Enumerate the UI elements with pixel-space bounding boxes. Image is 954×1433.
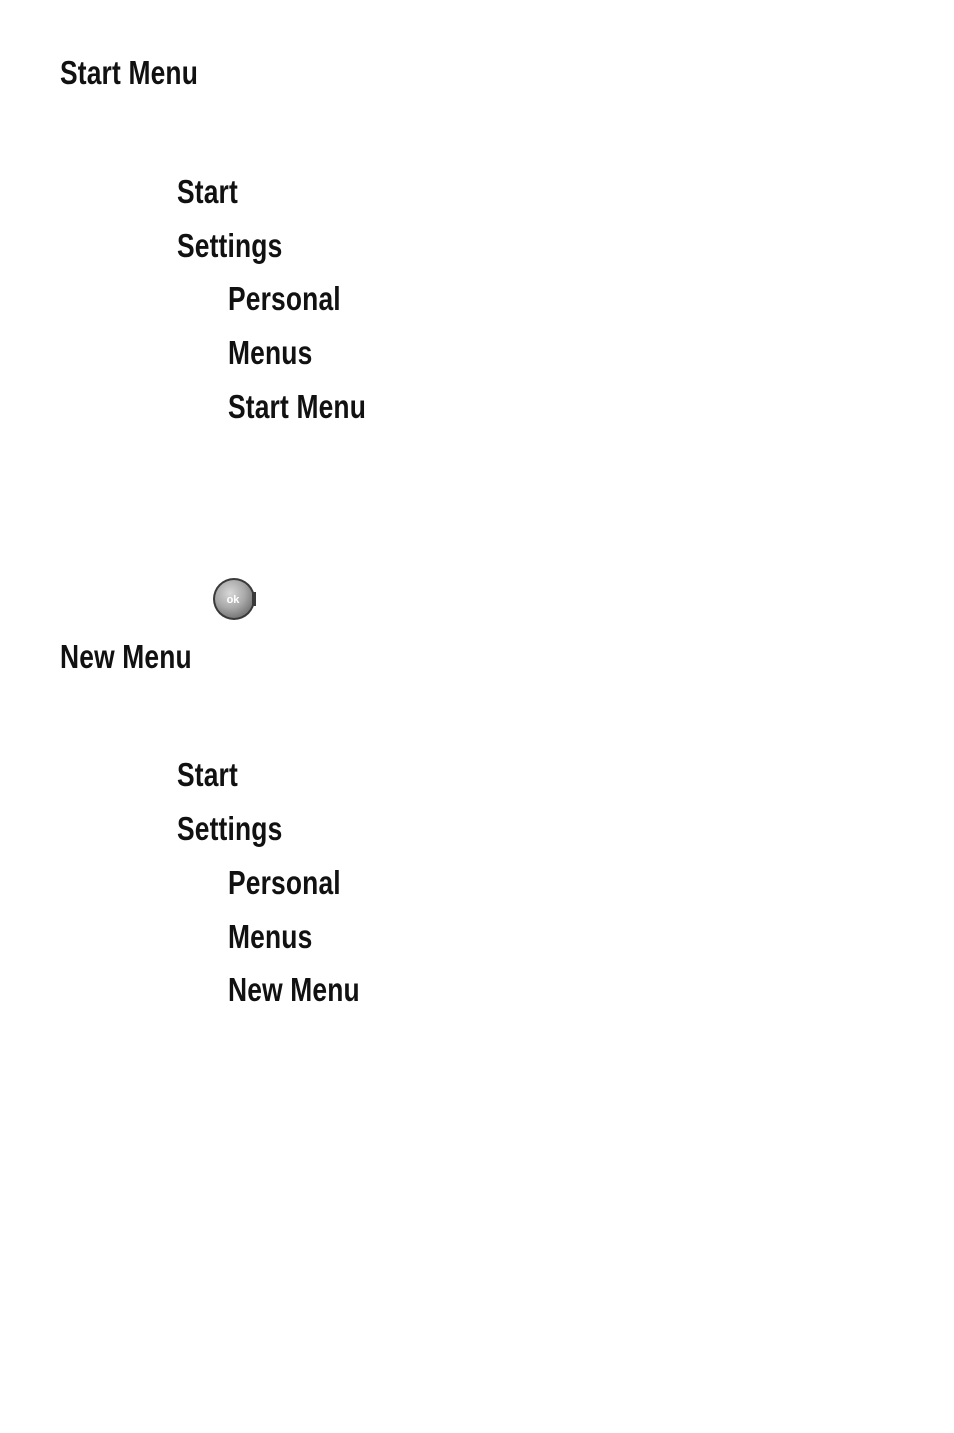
path-item-settings: Settings bbox=[177, 227, 283, 264]
ok-button-label: ok bbox=[226, 594, 240, 606]
path-item-personal: Personal bbox=[228, 280, 341, 317]
path-item-start: Start bbox=[177, 173, 238, 210]
ok-button-graphic bbox=[212, 577, 256, 621]
section-heading-start-menu: Start Menu bbox=[60, 54, 199, 91]
path-item-menus: Menus bbox=[228, 918, 313, 955]
path-item-settings: Settings bbox=[177, 810, 283, 847]
path-item-new-menu: New Menu bbox=[228, 971, 360, 1008]
path-item-start: Start bbox=[177, 756, 238, 793]
path-item-personal: Personal bbox=[228, 864, 341, 901]
ok-button-icon bbox=[212, 577, 256, 621]
path-item-start-menu: Start Menu bbox=[228, 388, 367, 425]
path-item-menus: Menus bbox=[228, 334, 313, 371]
section-heading-new-menu: New Menu bbox=[60, 638, 192, 675]
